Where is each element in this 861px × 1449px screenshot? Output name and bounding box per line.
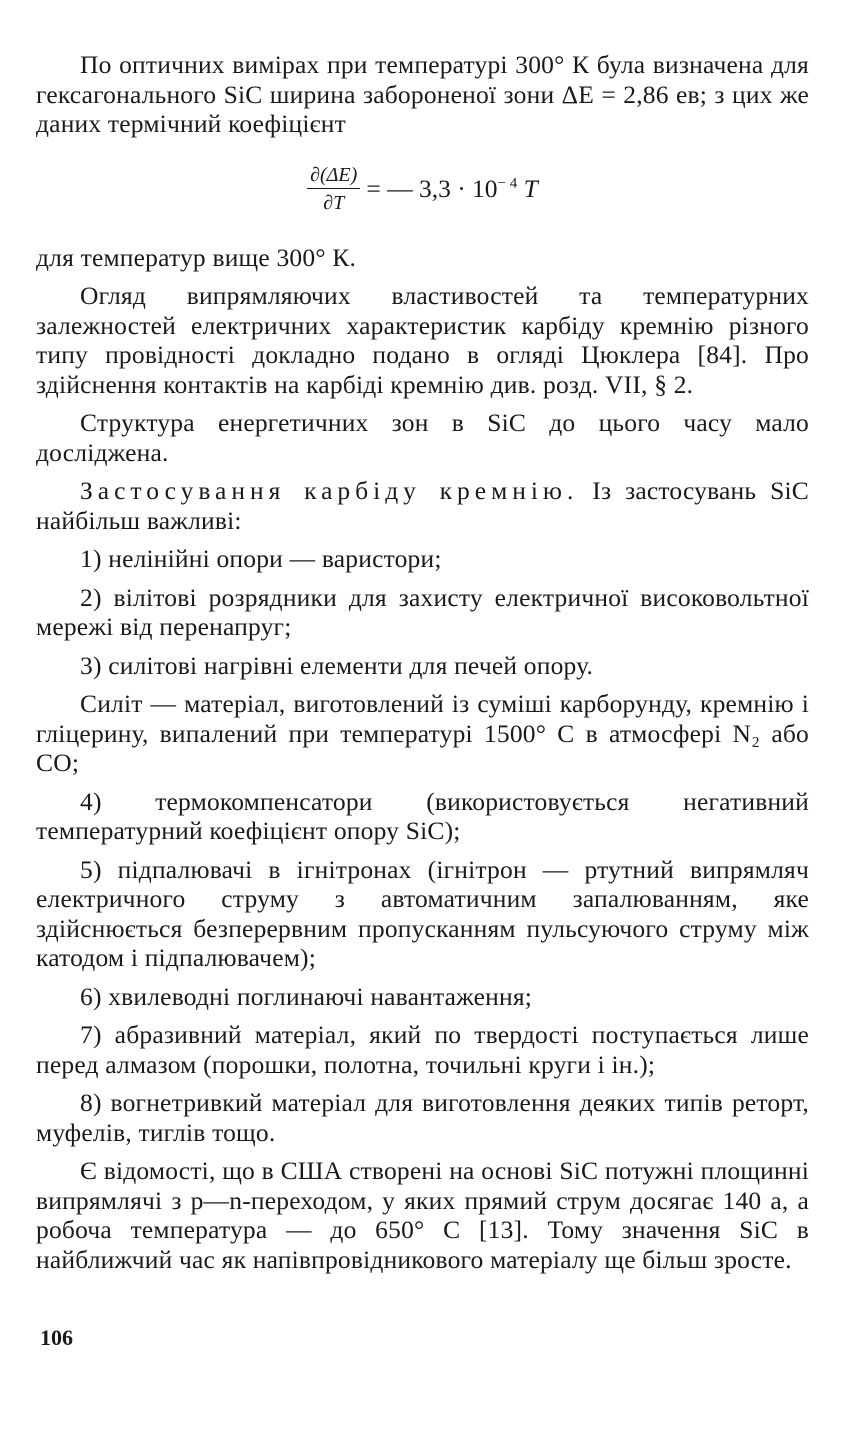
formula-numerator: ∂(ΔE) [307, 163, 360, 189]
list-item-2: 2) вілітові розрядники для захисту електричної високовольтної мережі від перенапруг; [36, 582, 809, 641]
list-item-1: 1) нелінійні опори — варистори; [80, 544, 442, 573]
list-item-6: 6) хвилеводні поглинаючі навантаження; [80, 981, 533, 1011]
formula-rhs-value: = — 3,3 · 10 [366, 173, 498, 203]
paragraph-applications [36, 476, 809, 535]
paragraph-temperature-note: для температур вище 300° К. [36, 242, 357, 272]
list-item-7: 7) абразивний матеріал, який по твердості поступається лише перед алмазом (порошки, полотна, точильні круги і ін.); [36, 1020, 809, 1079]
thermal-coefficient-formula [36, 147, 809, 231]
formula-fraction [307, 163, 360, 215]
list-item-8: 8) вогнетривкий матеріал для виготовлення деяких типів реторт, муфелів, тиглів тощо. [36, 1088, 809, 1147]
list-item-5: 5) підпалювачі в ігнітронах (ігнітрон — ртутний випрямляч електричного струму з автоматичним запалюванням, яке здійснюється безперервним пропусканням пульсуючого струму між катодом і підпалювачем); [36, 854, 809, 972]
list-item-3: 3) силітові нагрівні елементи для печей опору. [80, 650, 594, 680]
formula-variable: T [523, 173, 538, 203]
page-number: 106 [40, 1325, 73, 1350]
formula-exponent: − 4 [497, 175, 518, 191]
formula-denominator: ∂T [323, 191, 345, 214]
formula-rhs [366, 174, 538, 204]
silit-note: Силіт — матеріал, виготовлений із суміші карборунду, кремнію і гліцерину, випалений при температурі 1500° С в атмосфері N₂ або CO; [36, 689, 809, 777]
applications-intro: Із застосувань SiC найбільш важливі: [36, 476, 809, 535]
applications-heading: Застосування карбіду кремнію. [80, 476, 579, 505]
paragraph-usa-rectifiers: Є відомості, що в США створені на основі SiC потужні площинні випрямлячі з p—n-переходом, у яких прямий струм досягає 140 а, а робоча температура — до 650° С [13]. Тому значення SiC в найближчий час як напівпровідникового матеріалу ще більш зросте. [36, 1156, 809, 1274]
paragraph-band-structure: Структура енергетичних зон в SiC до цього часу мало досліджена. [36, 408, 809, 467]
paragraph-rectifying-review: Огляд випрямляючих властивостей та температурних залежностей електричних характеристик карбіду кремнію різного типу провідності докладно подано в огляді Цюклера [84]. Про здійснення контактів на карбіді кремнію див. розд. VII, § 2. [36, 281, 809, 399]
list-item-4: 4) термокомпенсатори (використовується негативний температурний коефіцієнт опору SiC); [36, 786, 809, 845]
paragraph-optical-measurements: По оптичних вимірах при температурі 300° К була визначена для гексагонального SiC ширина забороненої зони ΔE = 2,86 ев; з цих же даних термічний коефіцієнт [36, 50, 809, 138]
